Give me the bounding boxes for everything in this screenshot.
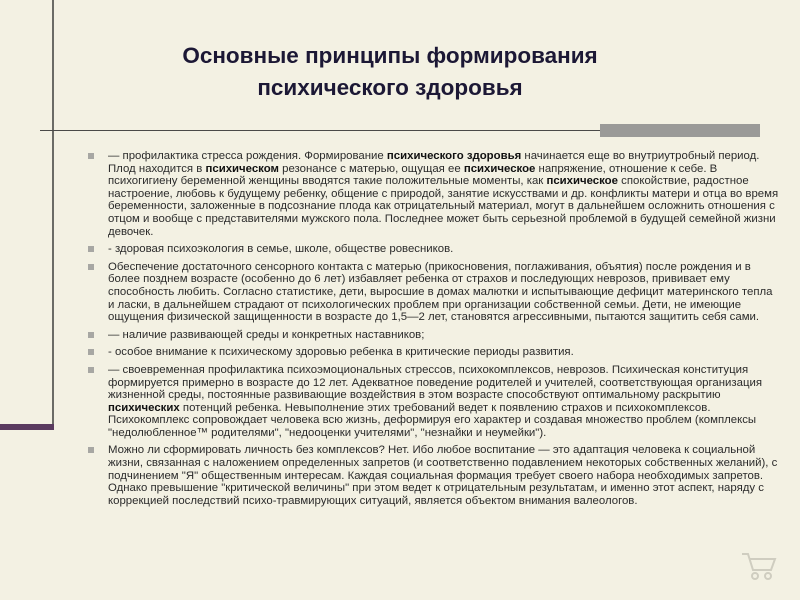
bullet-text bbox=[108, 329, 424, 341]
bullet-item bbox=[108, 346, 780, 359]
slide-title-line-1: Основные принципы формирования bbox=[182, 43, 598, 68]
text-segment: - особое внимание к психическому здоровью ребенка в критические периоды развития. bbox=[108, 346, 574, 359]
bullet-square-icon bbox=[88, 349, 94, 355]
left-accent-bar bbox=[0, 424, 54, 430]
text-segment: - здоровая психоэкология в семье, школе, обществе ровесников. bbox=[108, 243, 454, 256]
bold-term: психическом bbox=[205, 162, 279, 175]
bullet-text bbox=[108, 346, 574, 358]
cart-watermark-icon bbox=[740, 550, 778, 582]
bullet-square-icon bbox=[88, 153, 94, 159]
bold-term: психических bbox=[108, 401, 180, 414]
text-segment: Можно ли сформировать личность без комплексов? Нет. Ибо любое воспитание — это адаптация человека к социальной жизни, связанная с наложением определенных запретов (и соответственно подавлением некоторых собственных желаний), с подчинением "Я" общественным интересам. Каждая социальная формация требует своего набора необходимых запретов. Однако превышение "критической величины" при этом ведет к отрицательным результатам, и именно этот аспект, наряду с коррекцией последствий психо-травмирующих ситуаций, является объектом внимания валеологов. bbox=[108, 444, 778, 507]
bullet-text bbox=[108, 444, 777, 506]
bold-term: психическое bbox=[546, 175, 618, 188]
bullet-item bbox=[108, 150, 780, 238]
bullet-text bbox=[108, 243, 453, 255]
text-segment: спокойствие, радостное настроение, любовь к будущему ребенку, общение с природой, занятие искусствами и др. конфликты матери и отца во время беременности, заложенные в подсознание плода как отрицательный материал, могут в дальнейшем осложнить отношения с отцом и вообще с представителями мужского пола. Последнее может быть серьезной проблемой в будущей семейной жизни девочек. bbox=[108, 175, 779, 238]
bullet-square-icon bbox=[88, 264, 94, 270]
bullet-square-icon bbox=[88, 367, 94, 373]
bullet-item bbox=[108, 329, 780, 342]
bullet-text bbox=[108, 261, 773, 323]
bullet-item bbox=[108, 243, 780, 256]
text-segment: напряжение, отношение к себе. В психогигиену беременной женщины вводятся такие положительные моменты, как bbox=[108, 162, 718, 188]
bullet-item bbox=[108, 444, 780, 507]
title-divider-block bbox=[600, 124, 760, 137]
text-segment: — своевременная профилактика психоэмоциональных стрессов, психокомплексов, неврозов. Психическая конституция формируется примерно в возрасте до 12 лет. Адекватное поведение родителей и учителей, соответствующая организация жизненной среды, постоянные развивающие воздействия в этом возрасте способствуют оптимальному раскрытию bbox=[108, 363, 762, 402]
bullet-item bbox=[108, 364, 780, 440]
slide-title-line-2: психического здоровья bbox=[257, 75, 523, 100]
slide-title bbox=[60, 40, 720, 104]
bullet-square-icon bbox=[88, 332, 94, 338]
bold-term: психическое bbox=[463, 162, 536, 175]
text-segment: — профилактика стресса рождения. Формирование bbox=[108, 150, 387, 162]
bullet-square-icon bbox=[88, 447, 94, 453]
bullet-square-icon bbox=[88, 246, 94, 252]
text-segment: Обеспечение достаточного сенсорного контакта с матерью (прикосновения, поглаживания, объятия) после рождения и в более позднем возрасте (особенно до 6 лет) избавляет ребенка от страхов и последующих неврозов, прививает ему способность любить. Согласно статистике, дети, выросшие в домах малютки и испытывающие дефицит материнского тепла и ласки, в дальнейшем страдают от психологических проблем при организации собственной семьи. Дети, не имеющие ощущения физической защищенности в возрасте до 1,5—2 лет, становятся агрессивными, пытаются защитить себя сами. bbox=[108, 260, 773, 324]
bullet-item bbox=[108, 261, 780, 324]
bullet-text bbox=[108, 150, 778, 238]
title-divider-line bbox=[40, 130, 600, 131]
text-segment: резонансе с матерью, ощущая ее bbox=[278, 162, 464, 175]
text-segment: потенций ребенка. Невыполнение этих требований ведет к появлению страхов и психокомплексов. Психокомплекс сопровождает человека всю жизнь, деформируя его характер и создавая множество проблем (комплексы "недолюбленное™ родителями", "недооценки учителями", "незнайки и неумейки"). bbox=[108, 401, 757, 439]
bold-term: психического здоровья bbox=[386, 150, 522, 162]
text-segment: начинается еще во внутриутробный период. Плод находится в bbox=[108, 150, 760, 175]
bullet-list bbox=[108, 150, 780, 512]
bullet-text bbox=[108, 364, 762, 439]
text-segment: — наличие развивающей среды и конкретных наставников; bbox=[108, 328, 425, 341]
left-border-bar bbox=[0, 0, 54, 430]
